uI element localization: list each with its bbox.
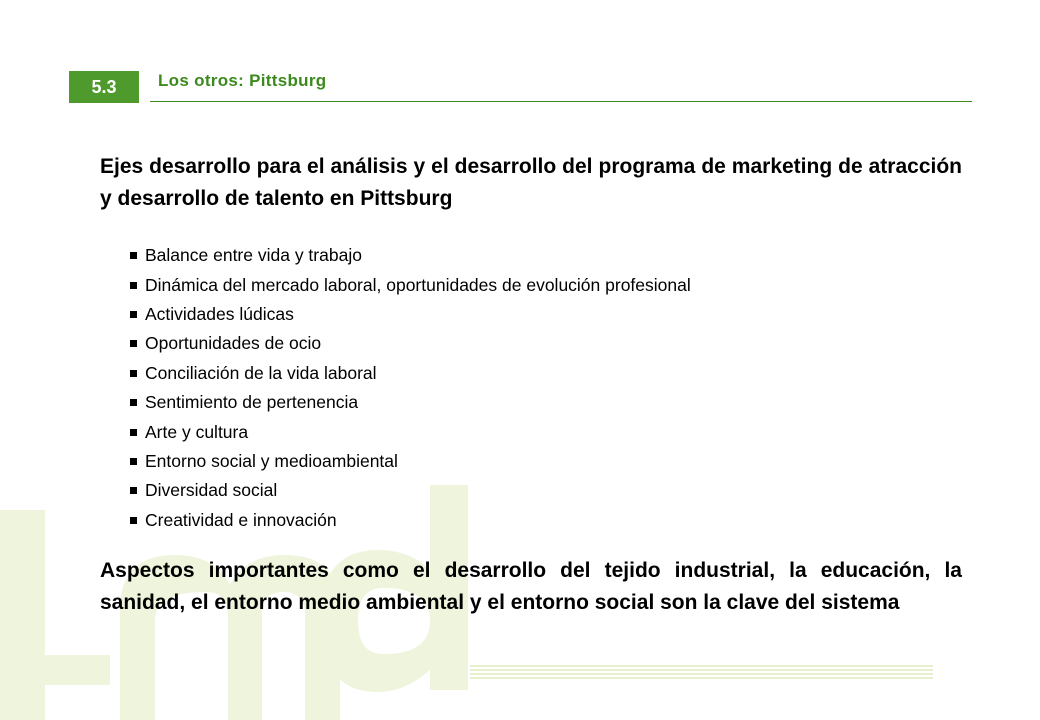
list-item-text: Entorno social y medioambiental	[145, 450, 398, 471]
watermark-f-stem	[0, 510, 45, 720]
square-bullet-icon	[130, 282, 137, 289]
list-item	[130, 329, 691, 358]
intro-heading: Ejes desarrollo para el análisis y el desarrollo del programa de marketing de atracción y desarrollo de talento en Pittsburg	[100, 155, 962, 210]
list-item	[130, 447, 691, 476]
list-item-text: Diversidad social	[145, 480, 278, 501]
square-bullet-icon	[130, 458, 137, 465]
list-item	[130, 417, 691, 446]
square-bullet-icon	[130, 340, 137, 347]
list-item-text: Arte y cultura	[145, 421, 249, 442]
list-item-text: Sentimiento de pertenencia	[145, 392, 359, 413]
list-item-text: Creatividad e innovación	[145, 509, 337, 530]
square-bullet-icon	[130, 370, 137, 377]
list-item-text: Conciliación de la vida laboral	[145, 362, 377, 383]
list-item	[130, 241, 691, 270]
talent-axes-list	[130, 241, 691, 535]
section-number-badge: 5.3	[69, 71, 139, 103]
square-bullet-icon	[130, 487, 137, 494]
square-bullet-icon	[130, 311, 137, 318]
list-item	[130, 359, 691, 388]
closing-statement: Aspectos importantes como el desarrollo del tejido industrial, la educación, la sanidad, el entorno medio ambiental y el entorno social son la clave del sistema	[100, 559, 962, 614]
list-item	[130, 300, 691, 329]
list-item-text: Actividades lúdicas	[145, 303, 294, 324]
square-bullet-icon	[130, 252, 137, 259]
list-item-text: Balance entre vida y trabajo	[145, 245, 362, 266]
square-bullet-icon	[130, 517, 137, 524]
watermark-decorative-lines	[470, 666, 933, 678]
list-item	[130, 476, 691, 505]
list-item	[130, 388, 691, 417]
square-bullet-icon	[130, 429, 137, 436]
watermark-f-crossbar	[0, 655, 110, 685]
square-bullet-icon	[130, 399, 137, 406]
header-divider	[150, 101, 972, 102]
list-item-text: Oportunidades de ocio	[145, 333, 322, 354]
list-item-text: Dinámica del mercado laboral, oportunidades de evolución profesional	[145, 274, 691, 295]
section-title: Los otros: Pittsburg	[158, 71, 327, 90]
list-item	[130, 506, 691, 535]
list-item	[130, 270, 691, 299]
